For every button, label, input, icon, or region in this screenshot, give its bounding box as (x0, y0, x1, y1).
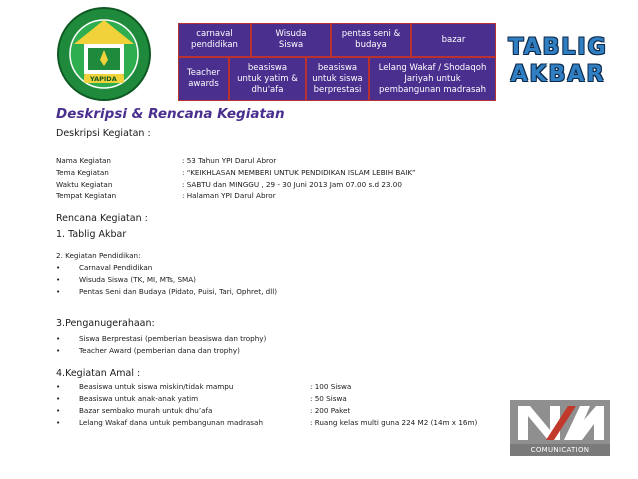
tablig-line2: AKBAR (510, 62, 606, 87)
detail-value-tempat: : Halaman YPI Darul Abror (182, 191, 276, 200)
list-item: Beasiswa untuk siswa miskin/tidak mampu (79, 382, 234, 391)
detail-value-waktu: : SABTU dan MINGGU , 29 - 30 Juni 2013 Jam 07.00 s.d 23.00 (182, 180, 402, 189)
tile-line: berprestasi (313, 84, 362, 95)
tile-pentas-seni[interactable] (331, 23, 411, 57)
bullet: • (56, 275, 61, 284)
tile-beasiswa-prestasi[interactable] (306, 57, 369, 101)
bullet: • (56, 382, 61, 391)
tile-line: Wisuda (275, 29, 307, 39)
tile-line: Siswa (278, 40, 304, 50)
tile-line: budaya (355, 40, 387, 50)
tile-line: bazar (441, 34, 466, 45)
list-item: Pentas Seni dan Budaya (Pidato, Puisi, Tari, Ophret, dll) (79, 287, 277, 296)
tile-line: Jariyah untuk (404, 73, 461, 84)
tile-line: carnaval (196, 29, 233, 39)
tile-line: pentas seni & (341, 29, 401, 39)
detail-label-waktu: Waktu Kegiatan (56, 180, 113, 189)
tile-line: beasiswa (247, 62, 288, 73)
tile-beasiswa-yatim[interactable] (229, 57, 306, 101)
list-item: Carnaval Pendidikan (79, 263, 153, 272)
bullet: • (56, 406, 61, 415)
item-penganugerahan-heading: 3.Penganugerahaan: (56, 318, 155, 329)
bullet: • (56, 418, 61, 427)
bullet: • (56, 263, 61, 272)
tile-line: untuk siswa (312, 73, 363, 84)
page-title: Deskripsi & Rencana Kegiatan (56, 106, 285, 122)
tile-line: untuk yatim & (237, 73, 298, 84)
tile-line: beasiswa (317, 62, 358, 73)
section-heading-deskripsi: Deskripsi Kegiatan : (56, 128, 151, 139)
list-item: Beasiswa untuk anak-anak yatim (79, 394, 199, 403)
tile-line: awards (188, 79, 219, 89)
item-tablig-akbar: 1. Tablig Akbar (56, 229, 127, 240)
item-amal-heading: 4.Kegiatan Amal : (56, 368, 141, 379)
detail-value-nama: : 53 Tahun YPI Darul Abror (182, 156, 277, 165)
tile-line: Lelang Wakaf / Shodaqoh (378, 62, 487, 73)
item-pendidikan-heading: 2. Kegiatan Pendidikan: (56, 251, 141, 260)
nm-communication-logo (510, 400, 610, 458)
bullet: • (56, 287, 61, 296)
tile-carnaval-pendidikan[interactable] (178, 23, 251, 57)
list-item-amount: : Ruang kelas multi guna 224 M2 (14m x 16m) (310, 418, 478, 427)
list-item-amount: : 100 Siswa (310, 382, 352, 391)
tablig-line1: TABLIG (508, 35, 608, 60)
section-heading-rencana: Rencana Kegiatan : (56, 213, 148, 224)
detail-label-nama: Nama Kegiatan (56, 156, 111, 165)
list-item: Bazar sembako murah untuk dhu’afa (79, 406, 213, 415)
tablig-akbar-heading (508, 34, 608, 96)
list-item: Lelang Wakaf dana untuk pembangunan madrasah (79, 418, 264, 427)
tile-teacher-awards[interactable] (178, 57, 229, 101)
nm-caption: COMUNICATION (510, 444, 610, 456)
header-banner (0, 0, 638, 110)
tile-bazar[interactable] (411, 23, 496, 57)
tile-line: dhu'afa (251, 84, 284, 95)
logo-initials: YAPIDA (90, 75, 117, 83)
bullet: • (56, 394, 61, 403)
tile-wisuda-siswa[interactable] (251, 23, 331, 57)
detail-label-tempat: Tempat Kegiatan (56, 191, 117, 200)
tile-line: Teacher (187, 68, 220, 78)
bullet: • (56, 346, 61, 355)
list-item-amount: : 50 Siswa (310, 394, 347, 403)
tile-line: pembangunan madrasah (379, 84, 486, 95)
bullet: • (56, 334, 61, 343)
list-item: Wisuda Siswa (TK, MI, MTs, SMA) (79, 275, 196, 284)
yapida-logo (56, 6, 152, 102)
tile-lelang-wakaf[interactable] (369, 57, 496, 101)
list-item-amount: : 200 Paket (310, 406, 351, 415)
list-item: Siswa Berprestasi (pemberian beasiswa dan trophy) (79, 334, 267, 343)
list-item: Teacher Award (pemberian dana dan trophy) (79, 346, 240, 355)
detail-value-tema: : “KEIKHLASAN MEMBERI UNTUK PENDIDIKAN ISLAM LEBIH BAIK” (182, 168, 416, 177)
detail-label-tema: Tema Kegiatan (56, 168, 109, 177)
tile-line: pendidikan (191, 40, 238, 50)
nm-logo-mark (510, 400, 610, 446)
